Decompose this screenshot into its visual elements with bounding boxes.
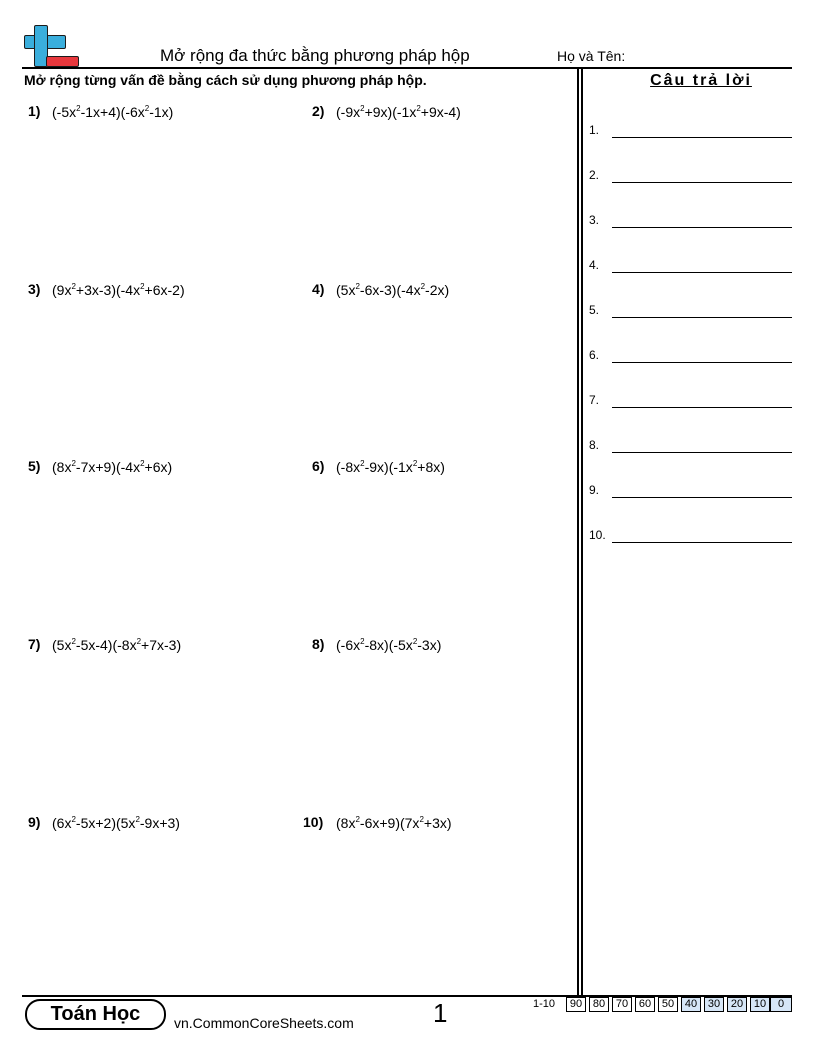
problem-number: 4) bbox=[312, 281, 325, 297]
page-title: Mở rộng đa thức bằng phương pháp hộp bbox=[160, 46, 470, 65]
score-box: 70 bbox=[612, 997, 632, 1012]
score-box: 0 bbox=[770, 997, 792, 1012]
logo-minus bbox=[46, 56, 79, 67]
column-divider-right bbox=[581, 67, 583, 996]
answer-line bbox=[612, 137, 792, 138]
answer-line bbox=[612, 497, 792, 498]
answer-line bbox=[612, 182, 792, 183]
score-box: 50 bbox=[658, 997, 678, 1012]
problem-expression: $(-5x^2-1x+4)(-6x^2-1x)$ bbox=[52, 104, 174, 120]
problem-number: 3) bbox=[28, 281, 41, 297]
problem-expression: $(9x^2+3x-3)(-4x^2+6x-2)$ bbox=[52, 282, 185, 298]
problem-expression: $(-9x^2+9x)(-1x^2+9x-4)$ bbox=[336, 104, 461, 120]
score-box: 90 bbox=[566, 997, 586, 1012]
answer-row[interactable] bbox=[589, 303, 792, 319]
answers-title-text: Câu trả lời bbox=[650, 72, 752, 89]
answer-row[interactable] bbox=[589, 168, 792, 184]
problem-number: 1) bbox=[28, 103, 41, 119]
answer-number: 6. bbox=[589, 348, 600, 362]
answer-line bbox=[612, 227, 792, 228]
score-box: 20 bbox=[727, 997, 747, 1012]
header-rule bbox=[22, 67, 792, 69]
score-box: 80 bbox=[589, 997, 609, 1012]
answer-number: 8. bbox=[589, 438, 600, 452]
answer-number: 4. bbox=[589, 258, 600, 272]
answer-line bbox=[612, 542, 792, 543]
problem-expression: $(5x^2-6x-3)(-4x^2-2x)$ bbox=[336, 282, 450, 298]
answer-line bbox=[612, 452, 792, 453]
brand-badge: Toán Học bbox=[25, 999, 166, 1030]
problem-expression: $(-8x^2-9x)(-1x^2+8x)$ bbox=[336, 459, 445, 475]
answer-line bbox=[612, 407, 792, 408]
answer-row[interactable] bbox=[589, 438, 792, 454]
problem-expression: $(-6x^2-8x)(-5x^2-3x)$ bbox=[336, 637, 442, 653]
answer-row[interactable] bbox=[589, 528, 792, 544]
answer-row[interactable] bbox=[589, 393, 792, 409]
score-box: 30 bbox=[704, 997, 724, 1012]
name-label: Họ và Tên: bbox=[557, 48, 626, 64]
problem-number: 9) bbox=[28, 814, 41, 830]
answers-title bbox=[586, 72, 816, 90]
answer-row[interactable] bbox=[589, 258, 792, 274]
score-box: 60 bbox=[635, 997, 655, 1012]
problem-number: 6) bbox=[312, 458, 325, 474]
answer-number: 5. bbox=[589, 303, 600, 317]
answer-number: 1. bbox=[589, 123, 600, 137]
problem-number: 8) bbox=[312, 636, 325, 652]
column-divider-left bbox=[577, 67, 579, 996]
problem-number: 7) bbox=[28, 636, 41, 652]
answer-number: 9. bbox=[589, 483, 600, 497]
answer-number: 3. bbox=[589, 213, 600, 227]
problem-expression: $(6x^2-5x+2)(5x^2-9x+3)$ bbox=[52, 815, 180, 831]
answer-number: 7. bbox=[589, 393, 600, 407]
instructions: Mở rộng từng vấn đề bằng cách sử dụng phương pháp hộp. bbox=[24, 72, 427, 88]
answer-row[interactable] bbox=[589, 213, 792, 229]
answer-line bbox=[612, 362, 792, 363]
page-number: 1 bbox=[433, 998, 448, 1028]
answer-row[interactable] bbox=[589, 123, 792, 139]
problem-expression: $(5x^2-5x-4)(-8x^2+7x-3)$ bbox=[52, 637, 182, 653]
answer-row[interactable] bbox=[589, 483, 792, 499]
answer-line bbox=[612, 272, 792, 273]
score-range-label: 1-10 bbox=[533, 998, 556, 1010]
problem-number: 10) bbox=[303, 814, 324, 830]
problem-number: 5) bbox=[28, 458, 41, 474]
site-url[interactable]: vn.CommonCoreSheets.com bbox=[174, 1015, 354, 1031]
problem-expression: $(8x^2-6x+9)(7x^2+3x)$ bbox=[336, 815, 452, 831]
score-box: 10 bbox=[750, 997, 770, 1012]
score-box: 40 bbox=[681, 997, 701, 1012]
problem-number: 2) bbox=[312, 103, 325, 119]
problem-expression: $(8x^2-7x+9)(-4x^2+6x)$ bbox=[52, 459, 173, 475]
answer-number: 10. bbox=[589, 528, 606, 542]
answer-number: 2. bbox=[589, 168, 600, 182]
answer-line bbox=[612, 317, 792, 318]
answer-row[interactable] bbox=[589, 348, 792, 364]
